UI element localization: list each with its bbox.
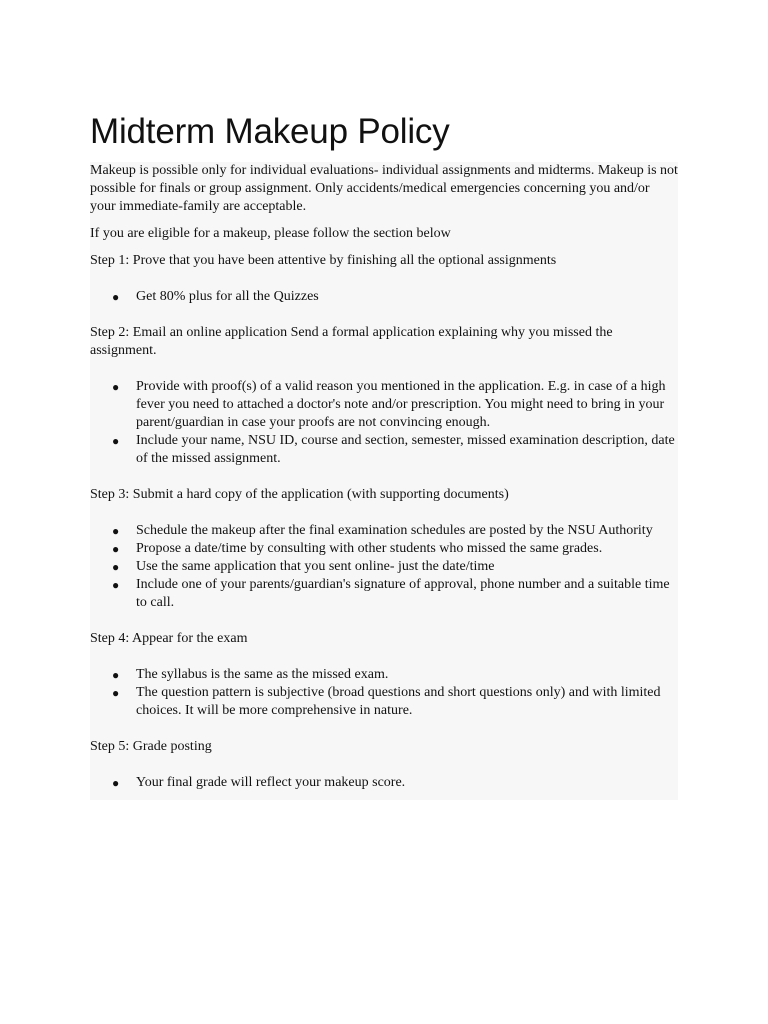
step-1-heading: Step 1: Prove that you have been attentive by finishing all the optional assignments xyxy=(90,253,557,268)
page-title: Midterm Makeup Policy xyxy=(90,112,450,151)
list-item: ● The syllabus is the same as the missed exam. xyxy=(112,667,389,682)
list-item: ● Propose a date/time by consulting with other students who missed the same grades. xyxy=(112,541,603,556)
step-4-heading: Step 4: Appear for the exam xyxy=(90,631,248,646)
list-item: ● The question pattern is subjective (broad questions and short questions only) and with limited choices. It will be more comprehensive in nature. xyxy=(112,685,661,718)
step-4-list xyxy=(90,648,678,738)
list-item: ● Use the same application that you sent online- just the date/time xyxy=(112,559,495,574)
intro-paragraph: Makeup is possible only for individual evaluations- individual assignments and midterms. Makeup is not possible for finals or group assignment. Only accidents/medical emergencies concerning you and/or your immediate-family are acceptable. xyxy=(90,163,678,214)
bullet-icon: ● xyxy=(112,668,120,682)
bullet-icon: ● xyxy=(112,776,120,790)
list-item: ● Get 80% plus for all the Quizzes xyxy=(112,289,319,304)
bullet-icon: ● xyxy=(112,686,120,700)
bullet-icon: ● xyxy=(112,434,120,448)
bullet-icon: ● xyxy=(112,290,120,304)
list-item: ● Include one of your parents/guardian's signature of approval, phone number and a suitable time to call. xyxy=(112,577,670,610)
eligibility-paragraph: If you are eligible for a makeup, please follow the section below xyxy=(90,226,451,241)
step-2-list xyxy=(90,360,678,486)
bullet-icon: ● xyxy=(112,524,120,538)
step-5-heading: Step 5: Grade posting xyxy=(90,739,212,754)
step-3-heading: Step 3: Submit a hard copy of the application (with supporting documents) xyxy=(90,487,509,502)
step-2-heading: Step 2: Email an online application Send a formal application explaining why you missed the assignment. xyxy=(90,325,613,358)
list-item: ● Schedule the makeup after the final examination schedules are posted by the NSU Authority xyxy=(112,523,653,538)
step-3-list xyxy=(90,504,678,630)
bullet-icon: ● xyxy=(112,542,120,556)
step-1-list xyxy=(90,270,678,324)
list-item: ● Include your name, NSU ID, course and section, semester, missed examination description, date of the missed assignment. xyxy=(112,433,675,466)
list-item: ● Provide with proof(s) of a valid reason you mentioned in the application. E.g. in case of a high fever you need to attached a doctor's note and/or prescription. You might need to bring in your parent/guardian in case your proofs are not convincing enough. xyxy=(112,379,666,430)
bullet-icon: ● xyxy=(112,380,120,394)
step-5-list xyxy=(90,756,678,800)
bullet-icon: ● xyxy=(112,578,120,592)
bullet-icon: ● xyxy=(112,560,120,574)
list-item: ● Your final grade will reflect your makeup score. xyxy=(112,775,406,790)
policy-content xyxy=(90,162,678,800)
